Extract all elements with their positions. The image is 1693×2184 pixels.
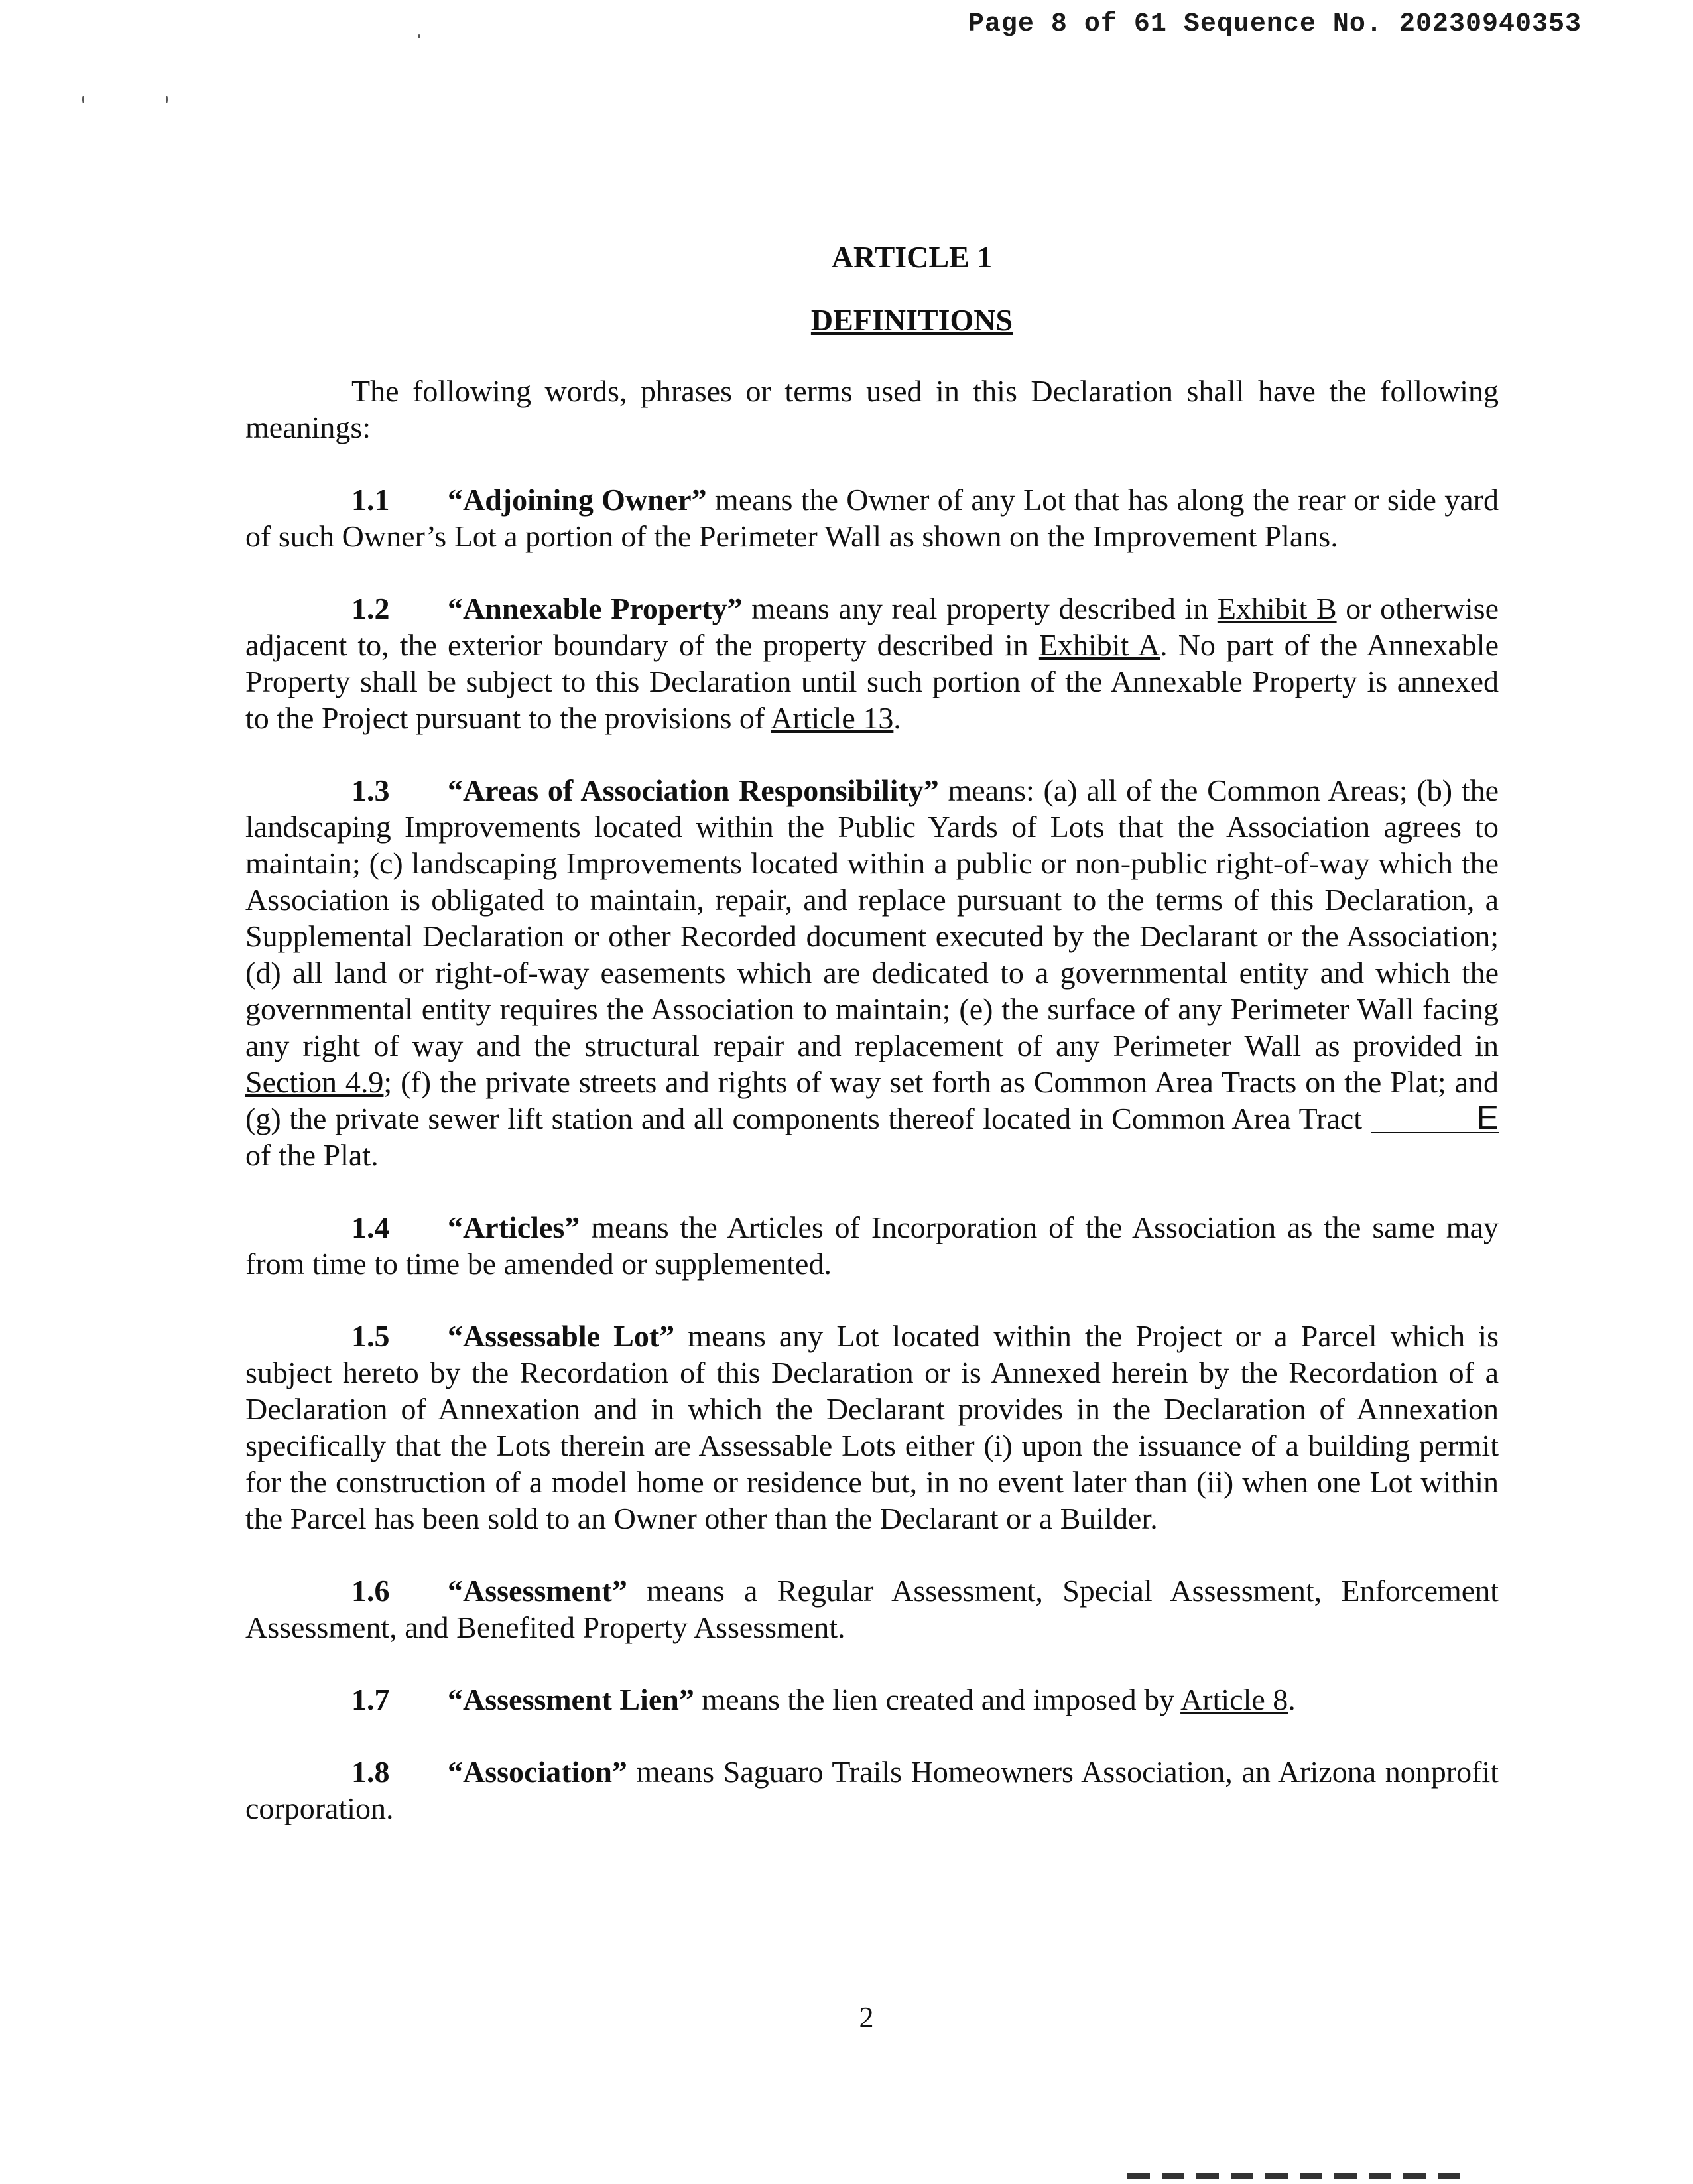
document-body (245, 239, 1499, 1862)
definition-term: “Association” (448, 1755, 627, 1789)
definition-number: 1.7 (351, 1683, 390, 1716)
definition-text: means a Regular Assessment, Special Assessment, Enforcement Assessment, and Benefited Property Assessment. (245, 1574, 1499, 1644)
intro-paragraph: The following words, phrases or terms used in this Declaration shall have the following meanings: (245, 374, 1499, 444)
definition-term: “Assessable Lot” (448, 1319, 675, 1353)
definition-term: “Assessment Lien” (448, 1683, 694, 1716)
definition-term: “Articles” (448, 1210, 580, 1244)
definition-text: of the Plat. (245, 1138, 379, 1172)
page-number: 2 (859, 2001, 874, 2033)
definition-number: 1.1 (351, 483, 390, 517)
definition-1-4 (245, 1209, 1499, 1282)
definition-1-6 (245, 1573, 1499, 1645)
handwritten-tract-letter: E (1371, 1103, 1499, 1133)
definition-1-1 (245, 482, 1499, 554)
definition-text: means any Lot located within the Project or a Parcel which is subject hereto by the Recordation of this Declaration or is Annexed herein by the Recordation of a Declaration of Annexation and in which the Declarant provides in the Declaration of Annexation specifically that the Lots therein are Assessable Lots either (i) upon the issuance of a building permit for the construction of a model home or residence but, in no event later than (ii) when one Lot within the Parcel has been sold to an Owner other than the Declarant or a Builder. (245, 1319, 1499, 1535)
definition-term: “Adjoining Owner” (448, 483, 707, 517)
definition-text: means: (a) all of the Common Areas; (b) the landscaping Improvements located within the Public Yards of Lots that the Association agrees to maintain; (c) landscaping Improvements located within a public or non-public right-of-way which the Association is obligated to maintain, repair, and replace pursuant to the terms of this Declaration, a Supplemental Declaration or other Recorded document executed by the Declarant or the Association; (d) all land or right-of-way easements which are dedicated to a governmental entity and which the governmental entity requires the Association to maintain; (e) the surface of any Perimeter Wall facing any right of way and the structural repair and replacement of any Perimeter Wall as provided in (245, 773, 1499, 1062)
definition-text: means any real property described in (742, 592, 1218, 625)
definition-number: 1.4 (351, 1210, 390, 1244)
page-sequence-header: Page 8 of 61 Sequence No. 20230940353 (968, 9, 1582, 39)
definition-number: 1.2 (351, 592, 390, 625)
scan-speck (82, 96, 84, 103)
definition-number: 1.5 (351, 1319, 390, 1353)
definition-1-2 (245, 590, 1499, 736)
definition-text: ; (f) the private streets and rights of way set forth as Common Area Tracts on the Plat; and (g) the private sewer lift station and all components thereof located in Common Area Tract (245, 1065, 1499, 1135)
definition-1-8 (245, 1754, 1499, 1827)
definition-term: “Areas of Association Responsibility” (448, 773, 939, 807)
definition-term: “Assessment” (448, 1574, 627, 1608)
article-13-reference: Article 13 (771, 701, 894, 735)
scan-edge-artifact (1127, 2173, 1472, 2179)
exhibit-a-reference: Exhibit A (1038, 628, 1160, 662)
definition-text: . No part of the Annexable Property shall be subject to this Declaration until such portion of the Annexable Property is annexed to the Project pursuant to the provisions of (245, 628, 1499, 735)
definition-text: means the lien created and imposed by (694, 1683, 1181, 1716)
definition-1-7 (245, 1681, 1499, 1718)
article-title: ARTICLE 1 (831, 240, 993, 274)
exhibit-b-reference: Exhibit B (1217, 592, 1337, 625)
section-4-9-reference: Section 4.9 (245, 1065, 384, 1099)
scan-speck (166, 96, 168, 103)
definition-term: “Annexable Property” (448, 592, 743, 625)
definition-text: means the Articles of Incorporation of the Association as the same may from time to time be amended or supplemented. (245, 1210, 1499, 1281)
article-8-reference: Article 8 (1180, 1683, 1288, 1716)
definition-text: means Saguaro Trails Homeowners Association, an Arizona nonprofit corporation. (245, 1755, 1499, 1825)
definition-1-3 (245, 772, 1499, 1173)
definition-1-5 (245, 1318, 1499, 1537)
definition-number: 1.8 (351, 1755, 390, 1789)
definition-text: or otherwise adjacent to, the exterior boundary of the property described in (245, 592, 1499, 662)
section-title: DEFINITIONS (810, 303, 1013, 337)
definition-number: 1.3 (351, 773, 390, 807)
definition-number: 1.6 (351, 1574, 390, 1608)
definition-text: . (893, 701, 901, 735)
scan-speck (418, 34, 420, 38)
definition-text: means the Owner of any Lot that has along the rear or side yard of such Owner’s Lot a portion of the Perimeter Wall as shown on the Improvement Plans. (245, 483, 1499, 553)
definition-text: . (1288, 1683, 1296, 1716)
